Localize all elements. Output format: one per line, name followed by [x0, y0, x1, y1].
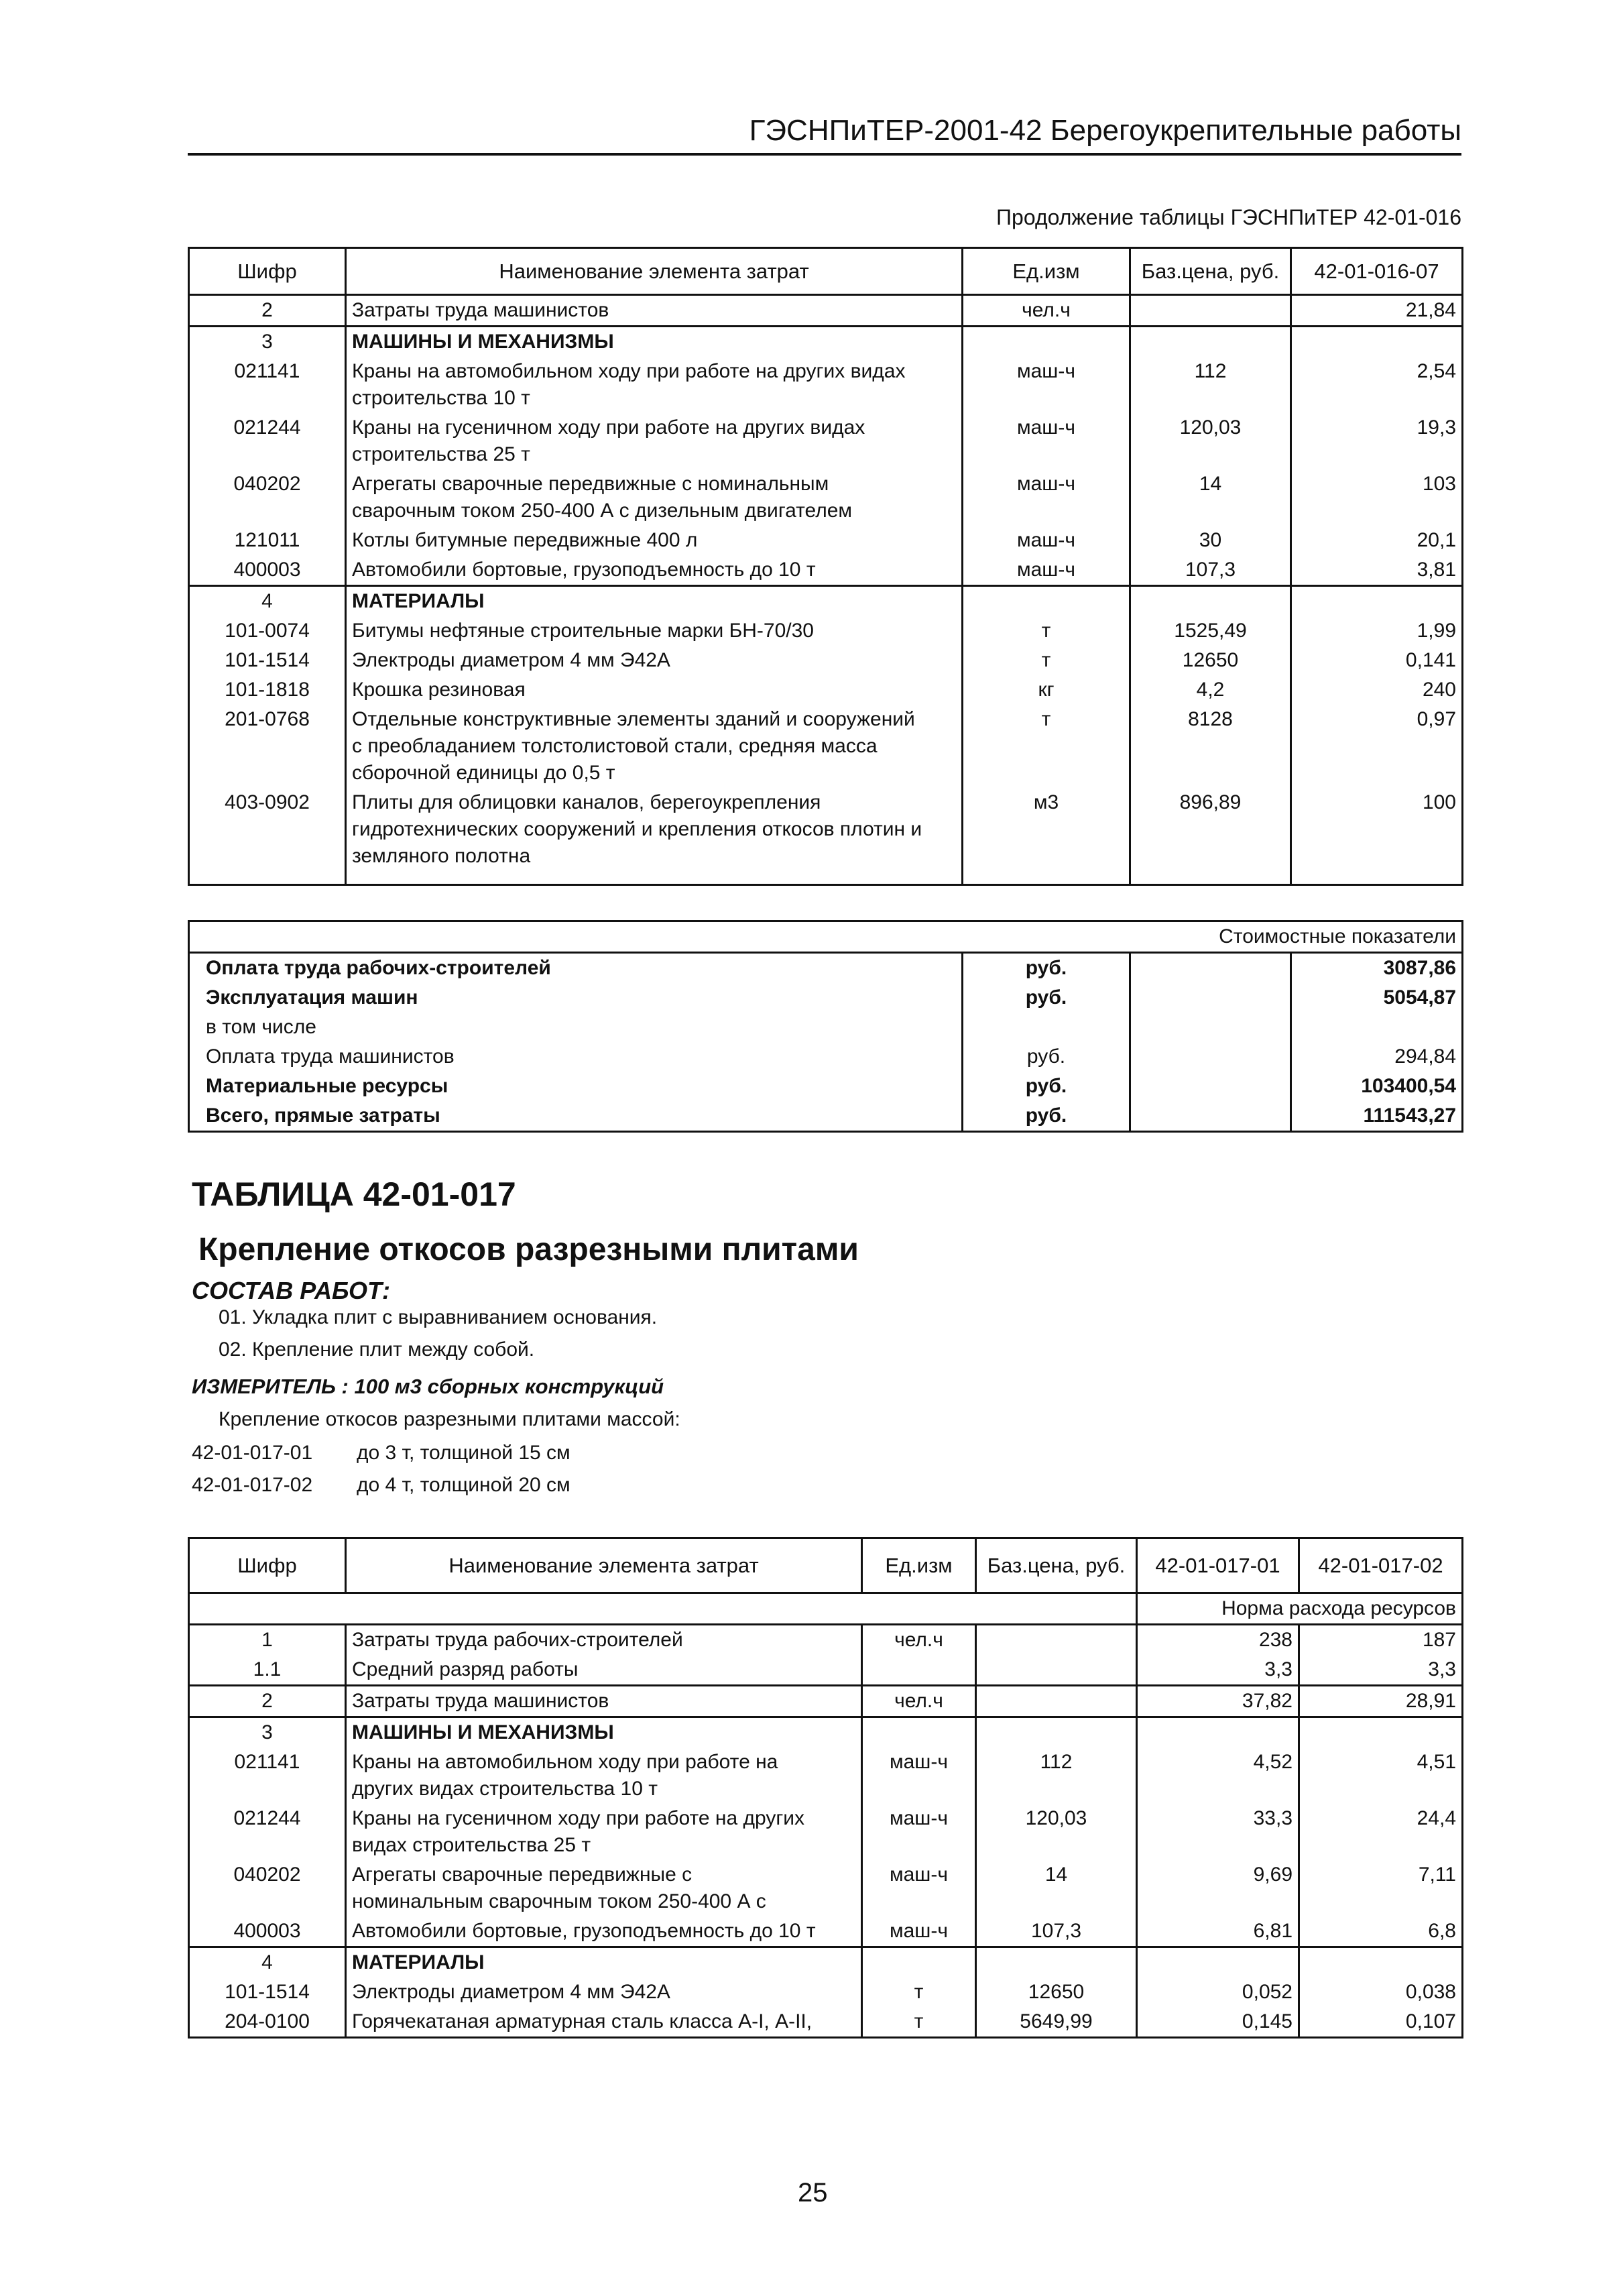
element-name-line: Крошка резиновая [352, 679, 526, 701]
element-name-line: Битумы нефтяные строительные марки БН-70/30 [352, 620, 814, 642]
base-price-cell: 107,3 [1130, 555, 1291, 586]
variant-intro: Крепление откосов разрезными плитами массой: [219, 1408, 680, 1430]
unit-cell: чел.ч [963, 295, 1130, 327]
table-row [189, 646, 1463, 675]
unit-cell: маш-ч [963, 469, 1130, 526]
table-row [189, 327, 1463, 357]
resource-code-cell: 3 [189, 1717, 346, 1748]
running-header: ГЭСНПиТЕР-2001-42 Берегоукрепительные работы [749, 114, 1461, 147]
unit-cell: руб. [963, 1042, 1130, 1072]
base-price-cell: 12650 [1130, 646, 1291, 675]
unit-cell: руб. [963, 1072, 1130, 1101]
element-name-cell [346, 616, 963, 646]
element-name-line: с преобладанием толстолистовой стали, средняя масса [352, 735, 878, 757]
resource-code-cell: 4 [189, 1947, 346, 1978]
norm-value-cell [1291, 327, 1463, 357]
norm-value-cell: 187 [1299, 1625, 1463, 1656]
resource-code-cell: 204-0100 [189, 2007, 346, 2038]
element-name-cell [346, 1625, 862, 1656]
unit-cell [862, 1947, 976, 1978]
element-name-line: номинальным сварочным током 250-400 А с [352, 1890, 766, 1912]
table-row [189, 586, 1463, 617]
norm-value-cell: 19,3 [1291, 413, 1463, 469]
table-row [189, 1717, 1463, 1748]
base-price-cell: 5649,99 [976, 2007, 1137, 2038]
element-name-cell [346, 646, 963, 675]
resource-table-42-01-017 [188, 1537, 1463, 2039]
cost-row [189, 1101, 1463, 1132]
table-row [189, 526, 1463, 555]
table-row [189, 1686, 1463, 1717]
element-name-cell [346, 1947, 862, 1978]
column-header: 42-01-017-02 [1299, 1538, 1463, 1593]
norm-value-cell: 21,84 [1291, 295, 1463, 327]
element-name-line: Автомобили бортовые, грузоподъемность до 10 т [352, 559, 816, 581]
element-name-line: видах строительства 25 т [352, 1834, 591, 1856]
resource-code-cell: 021141 [189, 1747, 346, 1804]
base-price-cell: 30 [1130, 526, 1291, 555]
element-name-cell [346, 1655, 862, 1686]
base-price-cell: 12650 [976, 1977, 1137, 2007]
norm-value-cell: 3,81 [1291, 555, 1463, 586]
base-price-cell [976, 1686, 1137, 1717]
norm-value-cell: 103 [1291, 469, 1463, 526]
norm-value-cell: 100 [1291, 788, 1463, 871]
element-name-cell [346, 1717, 862, 1748]
column-header: Шифр [189, 1538, 346, 1593]
table-row [189, 1625, 1463, 1656]
table-row [189, 1947, 1463, 1978]
element-name-line: строительства 25 т [352, 443, 530, 465]
column-header: Шифр [189, 248, 346, 295]
element-name-line: Горячекатаная арматурная сталь класса А-I, А-II, [352, 2010, 813, 2032]
element-name-line: Затраты труда машинистов [352, 1690, 609, 1712]
element-name-line: Котлы битумные передвижные 400 л [352, 529, 698, 551]
norm-value-cell: 37,82 [1137, 1686, 1299, 1717]
element-name-line: МАТЕРИАЛЫ [352, 590, 485, 612]
resource-code-cell: 2 [189, 295, 346, 327]
element-name-line: МАШИНЫ И МЕХАНИЗМЫ [352, 331, 614, 353]
element-name-line: Отдельные конструктивные элементы зданий и сооружений [352, 708, 915, 730]
element-name-cell [346, 1916, 862, 1947]
base-price-cell: 120,03 [976, 1804, 1137, 1860]
resource-code-cell: 2 [189, 1686, 346, 1717]
resource-code-cell: 3 [189, 327, 346, 357]
unit-cell: маш-ч [963, 555, 1130, 586]
unit-cell [963, 327, 1130, 357]
norm-value-cell: 9,69 [1137, 1860, 1299, 1916]
work-composition-label: СОСТАВ РАБОТ: [192, 1277, 390, 1304]
unit-cell [963, 1013, 1130, 1042]
cost-label-cell: Материальные ресурсы [189, 1072, 963, 1101]
resource-code-cell: 040202 [189, 469, 346, 526]
element-name-line: Краны на гусеничном ходу при работе на других [352, 1807, 805, 1829]
table-row [189, 295, 1463, 327]
table-subtitle: Крепление откосов разрезными плитами [198, 1232, 859, 1267]
unit-cell: руб. [963, 953, 1130, 984]
cost-value-cell [1291, 1013, 1463, 1042]
element-name-line: Электроды диаметром 4 мм Э42А [352, 1981, 670, 2003]
element-name-line: Затраты труда рабочих-строителей [352, 1629, 683, 1651]
empty-cell [963, 871, 1130, 884]
cost-label-cell: в том числе [189, 1013, 963, 1042]
work-item: 02. Крепление плит между собой. [219, 1338, 535, 1361]
empty-cell [1291, 871, 1463, 884]
empty-cell [1130, 1101, 1291, 1132]
base-price-cell [1130, 327, 1291, 357]
resource-code-cell: 201-0768 [189, 705, 346, 788]
variant-description: до 3 т, толщиной 15 см [357, 1442, 570, 1464]
resource-code-cell: 021244 [189, 413, 346, 469]
table-row [189, 357, 1463, 413]
norm-value-cell: 6,81 [1137, 1916, 1299, 1947]
norm-value-cell [1299, 1947, 1463, 1978]
unit-cell: маш-ч [862, 1804, 976, 1860]
unit-cell [862, 1717, 976, 1748]
element-name-cell [346, 413, 963, 469]
table-row [189, 2007, 1463, 2038]
resource-code-cell: 4 [189, 586, 346, 617]
table-row [189, 705, 1463, 788]
unit-cell: маш-ч [862, 1747, 976, 1804]
table-row [189, 1804, 1463, 1860]
table-title: ТАБЛИЦА 42-01-017 [192, 1175, 516, 1213]
empty-cell [1130, 1042, 1291, 1072]
cost-label-cell: Оплата труда рабочих-строителей [189, 953, 963, 984]
norm-value-cell: 24,4 [1299, 1804, 1463, 1860]
unit-cell: т [963, 646, 1130, 675]
empty-cell [189, 1593, 1137, 1625]
base-price-cell: 14 [1130, 469, 1291, 526]
cost-row [189, 983, 1463, 1013]
variant-line [192, 1474, 570, 1497]
base-price-cell [1130, 295, 1291, 327]
element-name-cell [346, 1804, 862, 1860]
table-row [189, 675, 1463, 705]
unit-cell: маш-ч [963, 357, 1130, 413]
unit-cell: руб. [963, 983, 1130, 1013]
element-name-cell [346, 1747, 862, 1804]
table-body [189, 1593, 1463, 2038]
element-name-line: Краны на автомобильном ходу при работе на других видах [352, 360, 906, 382]
base-price-cell [1130, 586, 1291, 617]
resource-code-cell: 121011 [189, 526, 346, 555]
element-name-cell [346, 586, 963, 617]
base-price-cell: 8128 [1130, 705, 1291, 788]
norm-value-cell: 7,11 [1299, 1860, 1463, 1916]
element-name-cell [346, 705, 963, 788]
variant-description: до 4 т, толщиной 20 см [357, 1474, 570, 1496]
variant-line [192, 1442, 570, 1465]
element-name-line: Агрегаты сварочные передвижные с [352, 1863, 693, 1886]
base-price-cell [976, 1947, 1137, 1978]
norm-value-cell [1291, 586, 1463, 617]
cost-row [189, 1072, 1463, 1101]
unit-cell: чел.ч [862, 1686, 976, 1717]
unit-cell [862, 1655, 976, 1686]
base-price-cell [976, 1717, 1137, 1748]
table-continuation-caption: Продолжение таблицы ГЭСНПиТЕР 42-01-016 [996, 205, 1461, 229]
unit-cell: т [963, 616, 1130, 646]
resource-table-42-01-016 [188, 247, 1463, 886]
norm-value-cell: 0,052 [1137, 1977, 1299, 2007]
resource-code-cell: 400003 [189, 1916, 346, 1947]
element-name-cell [346, 526, 963, 555]
element-name-cell [346, 1686, 862, 1717]
norm-value-cell [1137, 1947, 1299, 1978]
element-name-line: Агрегаты сварочные передвижные с номинальным [352, 473, 829, 495]
element-name-line: Средний разряд работы [352, 1658, 579, 1680]
page-number: 25 [798, 2178, 828, 2207]
table-row [189, 1860, 1463, 1916]
unit-cell: маш-ч [963, 413, 1130, 469]
norm-value-cell: 3,3 [1137, 1655, 1299, 1686]
cost-row [189, 1042, 1463, 1072]
base-price-cell: 14 [976, 1860, 1137, 1916]
element-name-cell [346, 788, 963, 871]
base-price-cell: 112 [1130, 357, 1291, 413]
unit-cell: т [963, 705, 1130, 788]
element-name-cell [346, 1977, 862, 2007]
base-price-cell [976, 1655, 1137, 1686]
element-name-cell [346, 555, 963, 586]
cost-indicators-table [188, 920, 1463, 1133]
empty-cell [1130, 871, 1291, 884]
spacer-row [189, 871, 1463, 884]
cost-value-cell: 294,84 [1291, 1042, 1463, 1072]
unit-cell: чел.ч [862, 1625, 976, 1656]
element-name-line: Плиты для облицовки каналов, берегоукрепления [352, 791, 821, 813]
resource-code-cell: 1 [189, 1625, 346, 1656]
norm-value-cell: 6,8 [1299, 1916, 1463, 1947]
element-name-line: Краны на автомобильном ходу при работе на [352, 1751, 778, 1773]
norm-value-cell [1137, 1717, 1299, 1748]
unit-cell: т [862, 2007, 976, 2038]
empty-cell [189, 871, 346, 884]
resource-code-cell: 040202 [189, 1860, 346, 1916]
resource-code-cell: 1.1 [189, 1655, 346, 1686]
cost-row [189, 953, 1463, 984]
unit-cell: маш-ч [963, 526, 1130, 555]
norm-value-cell: 0,97 [1291, 705, 1463, 788]
element-name-line: других видах строительства 10 т [352, 1778, 658, 1800]
column-header: Ед.изм [862, 1538, 976, 1593]
table-row [189, 616, 1463, 646]
resource-code-cell: 400003 [189, 555, 346, 586]
cost-header-row [189, 921, 1463, 953]
cost-value-cell: 3087,86 [1291, 953, 1463, 984]
cost-row [189, 1013, 1463, 1042]
table-row [189, 469, 1463, 526]
empty-cell [346, 871, 963, 884]
variant-code: 42-01-017-01 [192, 1442, 313, 1464]
norm-value-cell: 0,107 [1299, 2007, 1463, 2038]
element-name-cell [346, 295, 963, 327]
element-name-cell [346, 675, 963, 705]
table-header-row [189, 248, 1463, 295]
norm-value-cell: 28,91 [1299, 1686, 1463, 1717]
element-name-line: Автомобили бортовые, грузоподъемность до 10 т [352, 1920, 816, 1942]
table-row [189, 1977, 1463, 2007]
element-name-line: сварочным током 250-400 А с дизельным двигателем [352, 500, 853, 522]
column-header: Наименование элемента затрат [346, 1538, 862, 1593]
element-name-line: земляного полотна [352, 845, 531, 867]
empty-cell [1130, 953, 1291, 984]
norm-header-row [189, 1593, 1463, 1625]
resource-code-cell: 101-1514 [189, 1977, 346, 2007]
resource-code-cell: 403-0902 [189, 788, 346, 871]
norm-value-cell: 0,145 [1137, 2007, 1299, 2038]
base-price-cell: 107,3 [976, 1916, 1137, 1947]
base-price-cell: 1525,49 [1130, 616, 1291, 646]
column-header: 42-01-016-07 [1291, 248, 1463, 295]
table-row [189, 413, 1463, 469]
table-header-row [189, 1538, 1463, 1593]
table-row [189, 1747, 1463, 1804]
empty-cell [1130, 983, 1291, 1013]
resource-code-cell: 101-1818 [189, 675, 346, 705]
cost-value-cell: 5054,87 [1291, 983, 1463, 1013]
element-name-line: Электроды диаметром 4 мм Э42А [352, 649, 670, 671]
base-price-cell: 112 [976, 1747, 1137, 1804]
resource-code-cell: 021244 [189, 1804, 346, 1860]
norm-value-cell: 1,99 [1291, 616, 1463, 646]
unit-cell: маш-ч [862, 1916, 976, 1947]
cost-header-cell: Стоимостные показатели [189, 921, 1463, 953]
norm-header-cell: Норма расхода ресурсов [1137, 1593, 1463, 1625]
unit-cell: кг [963, 675, 1130, 705]
cost-label-cell: Всего, прямые затраты [189, 1101, 963, 1132]
table-row [189, 555, 1463, 586]
column-header: 42-01-017-01 [1137, 1538, 1299, 1593]
column-header: Баз.цена, руб. [1130, 248, 1291, 295]
base-price-cell [976, 1625, 1137, 1656]
norm-value-cell: 240 [1291, 675, 1463, 705]
norm-value-cell: 20,1 [1291, 526, 1463, 555]
cost-label-cell: Оплата труда машинистов [189, 1042, 963, 1072]
norm-value-cell: 3,3 [1299, 1655, 1463, 1686]
norm-value-cell: 2,54 [1291, 357, 1463, 413]
base-price-cell: 4,2 [1130, 675, 1291, 705]
unit-cell: м3 [963, 788, 1130, 871]
element-name-line: МАШИНЫ И МЕХАНИЗМЫ [352, 1721, 614, 1743]
work-item: 01. Укладка плит с выравниванием основания. [219, 1306, 658, 1328]
element-name-cell [346, 327, 963, 357]
norm-value-cell: 4,52 [1137, 1747, 1299, 1804]
element-name-line: строительства 10 т [352, 387, 530, 409]
element-name-line: Затраты труда машинистов [352, 299, 609, 321]
norm-value-cell: 33,3 [1137, 1804, 1299, 1860]
measure-unit: ИЗМЕРИТЕЛЬ : 100 м3 сборных конструкций [192, 1375, 664, 1398]
unit-cell: маш-ч [862, 1860, 976, 1916]
table-row [189, 1655, 1463, 1686]
element-name-line: гидротехнических сооружений и крепления откосов плотин и [352, 818, 922, 840]
column-header: Баз.цена, руб. [976, 1538, 1137, 1593]
element-name-cell [346, 357, 963, 413]
unit-cell: руб. [963, 1101, 1130, 1132]
cost-value-cell: 111543,27 [1291, 1101, 1463, 1132]
element-name-cell [346, 1860, 862, 1916]
base-price-cell: 120,03 [1130, 413, 1291, 469]
unit-cell: т [862, 1977, 976, 2007]
column-header: Ед.изм [963, 248, 1130, 295]
table-row [189, 1916, 1463, 1947]
resource-code-cell: 101-0074 [189, 616, 346, 646]
table-body [189, 295, 1463, 885]
unit-cell [963, 586, 1130, 617]
empty-cell [1130, 1013, 1291, 1042]
element-name-line: МАТЕРИАЛЫ [352, 1951, 485, 1973]
empty-cell [1130, 1072, 1291, 1101]
cost-value-cell: 103400,54 [1291, 1072, 1463, 1101]
element-name-cell [346, 469, 963, 526]
resource-code-cell: 101-1514 [189, 646, 346, 675]
element-name-cell [346, 2007, 862, 2038]
base-price-cell: 896,89 [1130, 788, 1291, 871]
resource-code-cell: 021141 [189, 357, 346, 413]
norm-value-cell: 4,51 [1299, 1747, 1463, 1804]
norm-value-cell: 0,038 [1299, 1977, 1463, 2007]
cost-label-cell: Эксплуатация машин [189, 983, 963, 1013]
element-name-line: сборочной единицы до 0,5 т [352, 762, 615, 784]
norm-value-cell [1299, 1717, 1463, 1748]
variant-code: 42-01-017-02 [192, 1474, 313, 1496]
cost-table-body [189, 921, 1463, 1132]
column-header: Наименование элемента затрат [346, 248, 963, 295]
norm-value-cell: 238 [1137, 1625, 1299, 1656]
table-row [189, 788, 1463, 871]
norm-value-cell: 0,141 [1291, 646, 1463, 675]
element-name-line: Краны на гусеничном ходу при работе на других видах [352, 416, 865, 439]
header-rule [188, 153, 1461, 156]
